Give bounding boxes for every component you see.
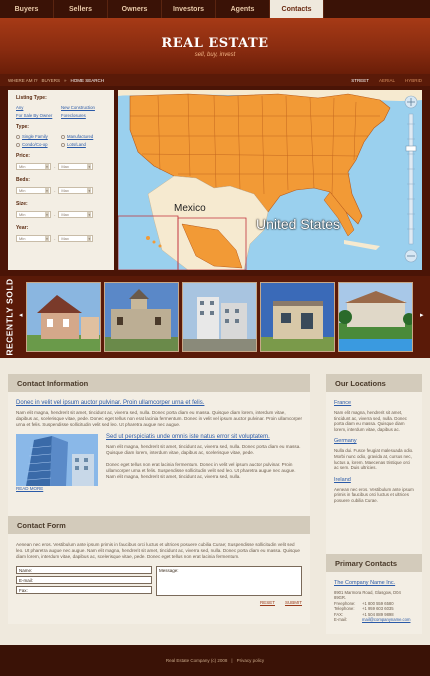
contact-info-body (8, 392, 310, 516)
price-range: Min ▼ - Max ▼ (16, 163, 106, 170)
fax-field-label: Fax: (19, 587, 28, 593)
type-single-family[interactable] (16, 134, 61, 139)
breadcrumb-sep: » (64, 77, 67, 83)
fax-label: FAX: (334, 611, 344, 617)
type-lots-land[interactable] (61, 142, 106, 147)
beds-range: Min ▼ - Max ▼ (16, 187, 106, 194)
submit-button[interactable]: SUBMIT (284, 600, 302, 605)
freephone-label: Freephone: (334, 600, 356, 606)
nav-agents[interactable]: Agents (216, 0, 270, 18)
freephone-value: +1 800 559 6580 (362, 600, 394, 606)
size-max-value: Max (61, 212, 69, 217)
location-ireland-link[interactable]: Ireland (334, 476, 351, 483)
price-min-value: Min (19, 164, 26, 169)
map-canvas[interactable] (118, 90, 422, 270)
view-street[interactable]: STREET (351, 77, 369, 83)
type-condo[interactable] (16, 142, 61, 147)
view-hybrid[interactable]: HYBRID (404, 77, 422, 83)
contact-form-section (8, 516, 310, 624)
footer-copyright: Real Estate Company (c) 2008 (165, 658, 228, 663)
radio-icon[interactable] (61, 135, 65, 139)
contact-info-heading: Contact Information (8, 374, 310, 392)
nav-contacts[interactable]: Contacts (270, 0, 324, 18)
year-min-value: Min (19, 236, 26, 241)
price-max-select[interactable] (58, 163, 93, 170)
site-logo-title[interactable]: REAL ESTATE (161, 36, 269, 51)
telephone-value: +1 959 603 6035 (362, 606, 394, 612)
beds-label: Beds: (16, 177, 30, 183)
email-label: E-mail: (334, 617, 348, 623)
sidebar (326, 374, 422, 636)
beds-max-select[interactable] (58, 187, 93, 194)
sold-thumb-3[interactable] (182, 282, 257, 352)
company-address-text: 8901 Marmora Road, Glasgow, D04 89GR. (334, 590, 401, 601)
view-aerial[interactable]: AERIAL (378, 77, 395, 83)
recently-sold-text: RECENTLY SOLD (5, 278, 16, 356)
sold-thumb-1[interactable] (26, 282, 101, 352)
site-header (0, 18, 430, 74)
sold-thumb-5[interactable] (338, 282, 413, 352)
nav-owners[interactable]: Owners (108, 0, 162, 18)
breadcrumb-buyers[interactable]: BUYERS (41, 77, 61, 83)
sold-thumbnails (26, 282, 413, 352)
site-tagline: sell, buy, invest (194, 52, 236, 58)
site-footer (0, 645, 430, 676)
contact-info-paragraph-3: Donec eget tellus non erat lacinia fermentum. Donec in velit vel ipsum auctor pulvinar. Proin ullamcorper urna et felis. Suspendisse sollicitudin velit sed leo. Ut pharetra augue nec augue. Nam elit magna, hendrerit sit amet, tincidunt ac, viverra sed, nulla. (106, 462, 296, 479)
email-link[interactable]: mail@companyname.com (362, 617, 411, 623)
price-label: Price: (16, 153, 30, 159)
type-manufactured[interactable] (61, 134, 106, 139)
email-line (334, 617, 414, 622)
location-france-text: Nam elit magna, hendrerit sit amet, tincidunt ac, viverra sed, nulla. Donec porta diam eu massa. Quisque diam lorem, interdum vitae, dapibus ac. (334, 410, 407, 432)
dropdown-arrow-icon[interactable]: ▼ (87, 164, 91, 169)
beds-min-select[interactable] (16, 187, 51, 194)
listing-fsbo-link[interactable]: For Sale By Owner (16, 113, 53, 118)
size-min-select[interactable] (16, 211, 51, 218)
radio-icon[interactable] (16, 135, 20, 139)
contact-form-heading: Contact Form (8, 516, 310, 534)
recently-sold-label (3, 278, 17, 356)
dropdown-arrow-icon[interactable]: ▼ (45, 236, 49, 241)
message-field-label: Message: (159, 568, 179, 573)
listing-new-construction-link[interactable]: New Construction (61, 105, 95, 110)
main-content (8, 374, 310, 636)
contact-info-lead-link-2[interactable]: Sed ut perspiciatis unde omnis iste natus error sit voluptatem. (106, 434, 270, 440)
email-field[interactable] (16, 576, 152, 584)
contact-info-paragraph-1: Nam elit magna, hendrerit sit amet, tincidunt ac, viverra sed, nulla. Donec porta diam eu massa. Quisque diam lorem, interdum vitae, dapibus ac, scelerisque vitae, pede. Donec eget tellus non erat lacinia fermentum. Donec in velit vel ipsum auctor pulvinar. Proin ullamcorper urna et felis. Suspendisse sollicitudin velit sed leo. Ut pharetra augue nec augue. (16, 410, 302, 427)
dropdown-arrow-icon[interactable]: ▼ (45, 164, 49, 169)
fax-field[interactable] (16, 586, 152, 594)
type-lots-land-label[interactable]: Lots/Land (67, 142, 86, 147)
dropdown-arrow-icon[interactable]: ▼ (87, 188, 91, 193)
type-manufactured-label[interactable]: Manufactured (67, 134, 94, 139)
search-filters (8, 90, 114, 270)
locations-body (326, 392, 422, 554)
telephone-label: Telephone: (334, 606, 355, 612)
price-max-value: Max (61, 164, 69, 169)
size-range: Min ▼ - Max ▼ (16, 211, 106, 218)
contact-info-paragraph-2: Nam elit magna, hendrerit sit amet, tincidunt ac, viverra sed, nulla. Donec porta diam eu massa. Quisque diam lorem, interdum vitae, dapibus ac, scelerisque vitae, pede. (106, 444, 301, 455)
contact-form-intro: Aenean nec eros. Vestibulum ante ipsum primis in faucibus orci luctus et ultrices posuere cubilia Curae; Suspendisse sollicitudin velit sed leo. Ut pharetra augue nec augue. Nam elit magna, hendrerit sit amet, tincidunt ac, viverra sed, nulla. Donec porta diam eu massa. Quisque diam lorem, interdum vitae, dapibus ac, scelerisque vitae, pede. Donec eget tellus non erat lacinia fermentum. (16, 542, 300, 559)
name-field-label: Name: (19, 567, 33, 573)
footer-privacy-link[interactable]: Privacy policy (236, 658, 265, 663)
year-max-select[interactable] (58, 235, 93, 242)
type-condo-label[interactable]: Condo/Co-op (22, 142, 48, 147)
primary-contacts-body (326, 572, 422, 634)
sold-next-arrow-icon[interactable]: ▸ (420, 312, 424, 319)
listing-foreclosures-link[interactable]: Foreclosures (61, 113, 86, 118)
email-field-label: E-mail: (19, 577, 34, 583)
breadcrumb-bar (0, 74, 430, 86)
map-label-mexico: Mexico (174, 203, 206, 214)
breadcrumb-label: WHERE AM I? (8, 77, 38, 83)
listing-type-label: Listing Type: (16, 95, 47, 101)
read-more-link[interactable]: READ MORE (16, 486, 44, 491)
nav-sellers[interactable]: Sellers (54, 0, 108, 18)
office-building-photo (16, 434, 98, 486)
recently-sold-strip (0, 276, 430, 358)
reset-button[interactable]: RESET (259, 600, 275, 605)
dropdown-arrow-icon[interactable]: ▼ (45, 212, 49, 217)
beds-min-value: Min (19, 188, 26, 193)
location-germany-text: Nulla dui. Fusce feugiat malesuada odio. Morbi nunc odio, gravida at, cursus nec, luctus a, lorem. Maecenas tristique orci ac sem. Duis ultricies. (334, 448, 414, 471)
dropdown-arrow-icon[interactable]: ▼ (87, 212, 91, 217)
message-textarea[interactable] (156, 566, 302, 596)
size-label: Size: (16, 201, 28, 207)
size-max-select[interactable] (58, 211, 93, 218)
top-nav (0, 0, 430, 18)
location-france-link[interactable]: France (334, 400, 352, 406)
breadcrumb-current: HOME SEARCH (70, 77, 105, 83)
type-single-family-label[interactable]: Single Family (22, 134, 48, 139)
radio-icon[interactable] (16, 143, 20, 147)
footer-separator: | (231, 658, 233, 663)
name-field[interactable] (16, 566, 152, 574)
map-view-switch (351, 78, 422, 83)
year-range: Min ▼ - Max ▼ (16, 235, 106, 242)
us-map[interactable] (118, 90, 422, 270)
contact-info-lead-link[interactable]: Donec in velit vel ipsum auctor pulvinar. Proin ullamcorper urna et felis. (16, 400, 205, 406)
map-zoom-control[interactable] (404, 94, 418, 266)
company-address (334, 590, 414, 601)
nav-investors[interactable]: Investors (162, 0, 216, 18)
company-name-link[interactable]: The Company Name Inc. (334, 580, 396, 586)
nav-buyers[interactable]: Buyers (0, 0, 54, 18)
size-min-value: Min (19, 212, 26, 217)
year-label: Year: (16, 225, 29, 231)
location-germany-link[interactable]: Germany (334, 438, 357, 445)
type-label: Type: (16, 124, 29, 130)
radio-icon[interactable] (61, 143, 65, 147)
map-label-us: United States (256, 216, 341, 232)
primary-contacts-heading: Primary Contacts (326, 554, 422, 572)
locations-heading: Our Locations (326, 374, 422, 392)
fax-value: +1 504 889 9898 (362, 611, 394, 617)
location-ireland-text: Aenean nec eros. Vestibulum ante ipsum primis in faucibus orci luctus et ultrices posuere cubilia Curae. (334, 486, 414, 503)
year-max-value: Max (61, 236, 69, 241)
sold-thumb-2[interactable] (104, 282, 179, 352)
contact-form-body (8, 534, 310, 624)
listing-any-link[interactable]: Any (16, 105, 24, 110)
sold-thumb-4[interactable] (260, 282, 335, 352)
dropdown-arrow-icon[interactable]: ▼ (87, 236, 91, 241)
dropdown-arrow-icon[interactable]: ▼ (45, 188, 49, 193)
year-min-select[interactable] (16, 235, 51, 242)
beds-max-value: Max (61, 188, 69, 193)
breadcrumb (8, 78, 351, 83)
price-min-select[interactable] (16, 163, 51, 170)
sold-prev-arrow-icon[interactable]: ◂ (19, 312, 23, 319)
